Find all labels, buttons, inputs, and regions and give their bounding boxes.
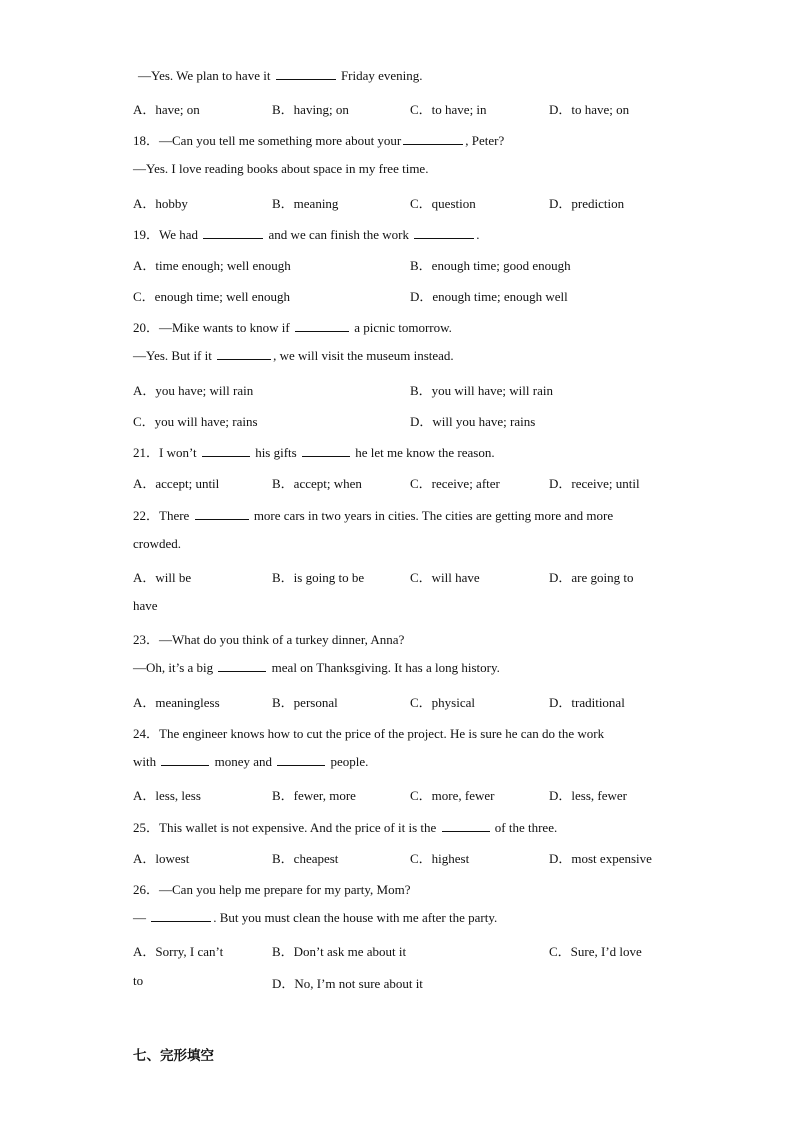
q26-option-a[interactable]: A．Sorry, I can’t [133, 944, 224, 959]
answer-blank[interactable] [276, 68, 336, 80]
q18-option-b[interactable]: B．meaning [272, 196, 339, 211]
q26-option-c-continued: to [133, 973, 144, 988]
q18-stem: 18．—Can you tell me something more about your , Peter? [133, 133, 505, 148]
answer-blank[interactable] [195, 508, 249, 520]
answer-blank[interactable] [217, 348, 271, 360]
q25-option-a[interactable]: A．lowest [133, 851, 190, 866]
q23-option-d[interactable]: D．traditional [549, 695, 625, 710]
answer-blank[interactable] [161, 754, 209, 766]
q20-option-b[interactable]: B．you will have; will rain [410, 383, 553, 398]
q22-option-d-continued: have [133, 598, 158, 613]
q20-option-a[interactable]: A．you have; will rain [133, 383, 254, 398]
q21-option-b[interactable]: B．accept; when [272, 476, 362, 491]
q23-option-c[interactable]: C．physical [410, 695, 475, 710]
answer-blank[interactable] [202, 445, 250, 457]
q21-option-a[interactable]: A．accept; until [133, 476, 220, 491]
q23-reply: —Oh, it’s a big meal on Thanksgiving. It has a long history. [133, 660, 500, 675]
q25-stem: 25．This wallet is not expensive. And the price of it is the of the three. [133, 820, 558, 835]
q22-stem-continued: crowded. [133, 536, 182, 551]
q18-option-d[interactable]: D．prediction [549, 196, 625, 211]
q18-option-c[interactable]: C．question [410, 196, 476, 211]
q19-stem: 19．We had and we can finish the work . [133, 227, 480, 242]
q26-option-b[interactable]: B．Don’t ask me about it [272, 944, 407, 959]
q19-option-d[interactable]: D．enough time; enough well [410, 289, 568, 304]
q19-option-c[interactable]: C．enough time; well enough [133, 289, 291, 304]
q17-option-d[interactable]: D．to have; on [549, 102, 630, 117]
q21-option-c[interactable]: C．receive; after [410, 476, 500, 491]
q22-stem: 22．There more cars in two years in cities. The cities are getting more and more [133, 508, 614, 523]
q25-option-b[interactable]: B．cheapest [272, 851, 339, 866]
q24-stem-continued: with money and people. [133, 754, 369, 769]
q26-option-d[interactable]: D．No, I’m not sure about it [272, 976, 423, 991]
q22-option-c[interactable]: C．will have [410, 570, 480, 585]
q24-option-d[interactable]: D．less, fewer [549, 788, 627, 803]
q24-option-c[interactable]: C．more, fewer [410, 788, 495, 803]
q19-option-b[interactable]: B．enough time; good enough [410, 258, 571, 273]
q25-option-c[interactable]: C．highest [410, 851, 470, 866]
q21-stem: 21．I won’t his gifts he let me know the reason. [133, 445, 495, 460]
q26-reply: — . But you must clean the house with me after the party. [133, 910, 498, 925]
q18-option-a[interactable]: A．hobby [133, 196, 188, 211]
q20-option-c[interactable]: C．you will have; rains [133, 414, 258, 429]
answer-blank[interactable] [295, 320, 349, 332]
q19-option-a[interactable]: A．time enough; well enough [133, 258, 291, 273]
answer-blank[interactable] [442, 820, 490, 832]
q20-option-d[interactable]: D．will you have; rains [410, 414, 536, 429]
q20-reply: —Yes. But if it , we will visit the museum instead. [133, 348, 454, 363]
answer-blank[interactable] [203, 227, 263, 239]
answer-blank[interactable] [218, 660, 266, 672]
answer-blank[interactable] [277, 754, 325, 766]
q20-stem: 20．—Mike wants to know if a picnic tomorrow. [133, 320, 452, 335]
q22-option-a[interactable]: A．will be [133, 570, 192, 585]
q17-option-c[interactable]: C．to have; in [410, 102, 487, 117]
q23-option-b[interactable]: B．personal [272, 695, 338, 710]
q17-option-a[interactable]: A．have; on [133, 102, 200, 117]
q25-option-d[interactable]: D．most expensive [549, 851, 652, 866]
q22-option-b[interactable]: B．is going to be [272, 570, 365, 585]
q23-stem: 23．—What do you think of a turkey dinner, Anna? [133, 632, 405, 647]
answer-blank[interactable] [414, 227, 474, 239]
q26-stem: 26．—Can you help me prepare for my party, Mom? [133, 882, 411, 897]
q17-option-b[interactable]: B．having; on [272, 102, 349, 117]
q24-option-a[interactable]: A．less, less [133, 788, 201, 803]
section-heading: 七、完形填空 [133, 1048, 214, 1064]
q23-option-a[interactable]: A．meaningless [133, 695, 220, 710]
q21-option-d[interactable]: D．receive; until [549, 476, 640, 491]
answer-blank[interactable] [151, 910, 211, 922]
q24-option-b[interactable]: B．fewer, more [272, 788, 356, 803]
answer-blank[interactable] [302, 445, 350, 457]
answer-blank[interactable] [403, 133, 463, 145]
q22-option-d[interactable]: D．are going to [549, 570, 634, 585]
q17-stem: —Yes. We plan to have it Friday evening. [138, 68, 423, 83]
q24-stem: 24．The engineer knows how to cut the price of the project. He is sure he can do the work [133, 726, 605, 741]
q26-option-c[interactable]: C．Sure, I’d love [549, 944, 642, 959]
q18-reply: —Yes. I love reading books about space in my free time. [133, 161, 429, 176]
